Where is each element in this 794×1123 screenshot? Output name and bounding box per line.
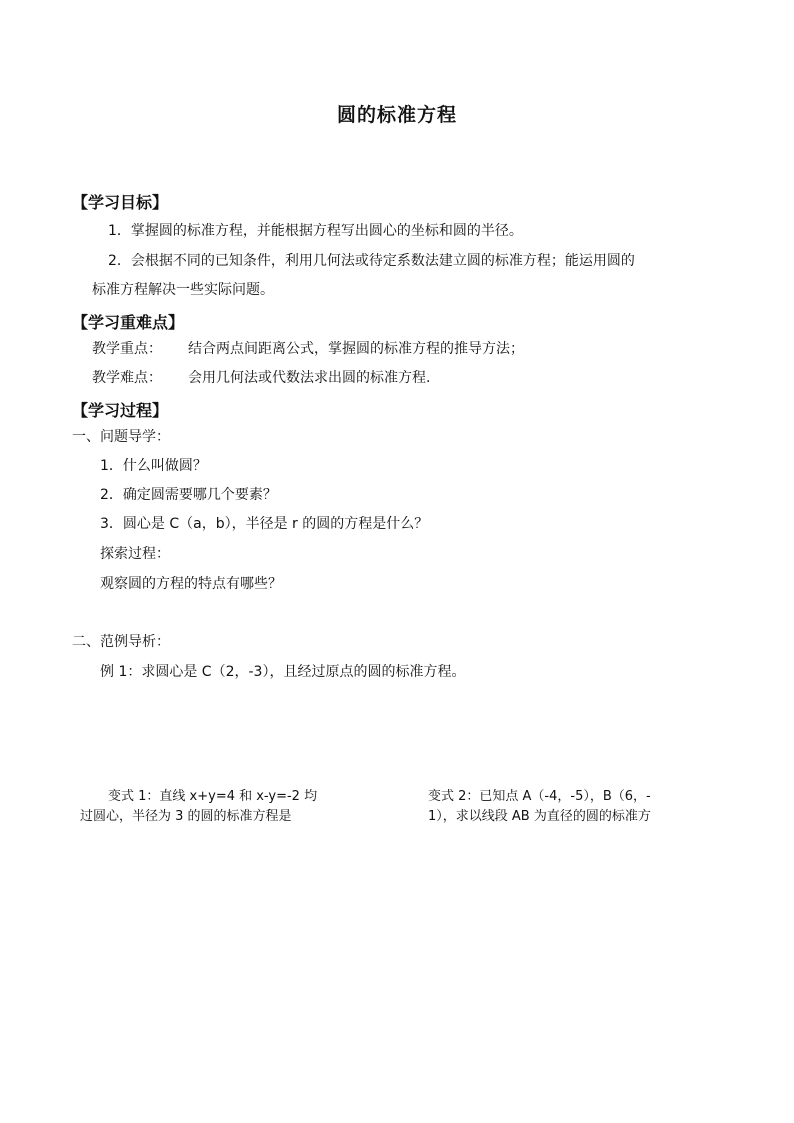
- focus-label: 教学重点：: [92, 341, 162, 357]
- difficulty-label: 教学难点：: [92, 370, 162, 386]
- goal-item-2-line-2: 标准方程解决一些实际问题。: [92, 282, 274, 298]
- difficulty-text: 会用几何法或代数法求出圆的标准方程.: [188, 370, 431, 386]
- variant-1-line-2: 过圆心，半径为 3 的圆的标准方程是: [80, 809, 292, 824]
- observe-question: 观察圆的方程的特点有哪些？: [100, 576, 282, 592]
- example-1: 例 1：求圆心是 C（2，-3），且经过原点的圆的标准方程。: [100, 664, 466, 680]
- goals-heading: 【学习目标】: [72, 193, 169, 212]
- variant-1-line-1: 变式 1：直线 x+y=4 和 x-y=-2 均: [108, 789, 318, 804]
- explore-label: 探索过程：: [100, 546, 170, 562]
- page-title: 圆的标准方程: [336, 104, 457, 126]
- focus-text: 结合两点间距离公式，掌握圆的标准方程的推导方法；: [188, 341, 524, 357]
- part2-title: 二、范例导析：: [72, 634, 170, 650]
- goal-item-1: 1．掌握圆的标准方程，并能根据方程写出圆心的坐标和圆的半径。: [108, 223, 523, 239]
- variant-2-line-2: 1），求以线段 AB 为直径的圆的标准方: [428, 809, 651, 824]
- question-3: 3．圆心是 C（a，b），半径是 r 的圆的方程是什么？: [100, 516, 429, 532]
- process-heading: 【学习过程】: [72, 401, 169, 420]
- key-points-heading: 【学习重难点】: [72, 313, 185, 332]
- part1-title: 一、问题导学：: [72, 429, 170, 445]
- question-2: 2．确定圆需要哪几个要素？: [100, 487, 277, 503]
- variant-2-line-1: 变式 2：已知点 A（-4，-5），B（6，-: [428, 789, 651, 804]
- question-1: 1．什么叫做圆？: [100, 458, 207, 474]
- goal-item-2-line-1: 2．会根据不同的已知条件，利用几何法或待定系数法建立圆的标准方程；能运用圆的: [108, 253, 635, 269]
